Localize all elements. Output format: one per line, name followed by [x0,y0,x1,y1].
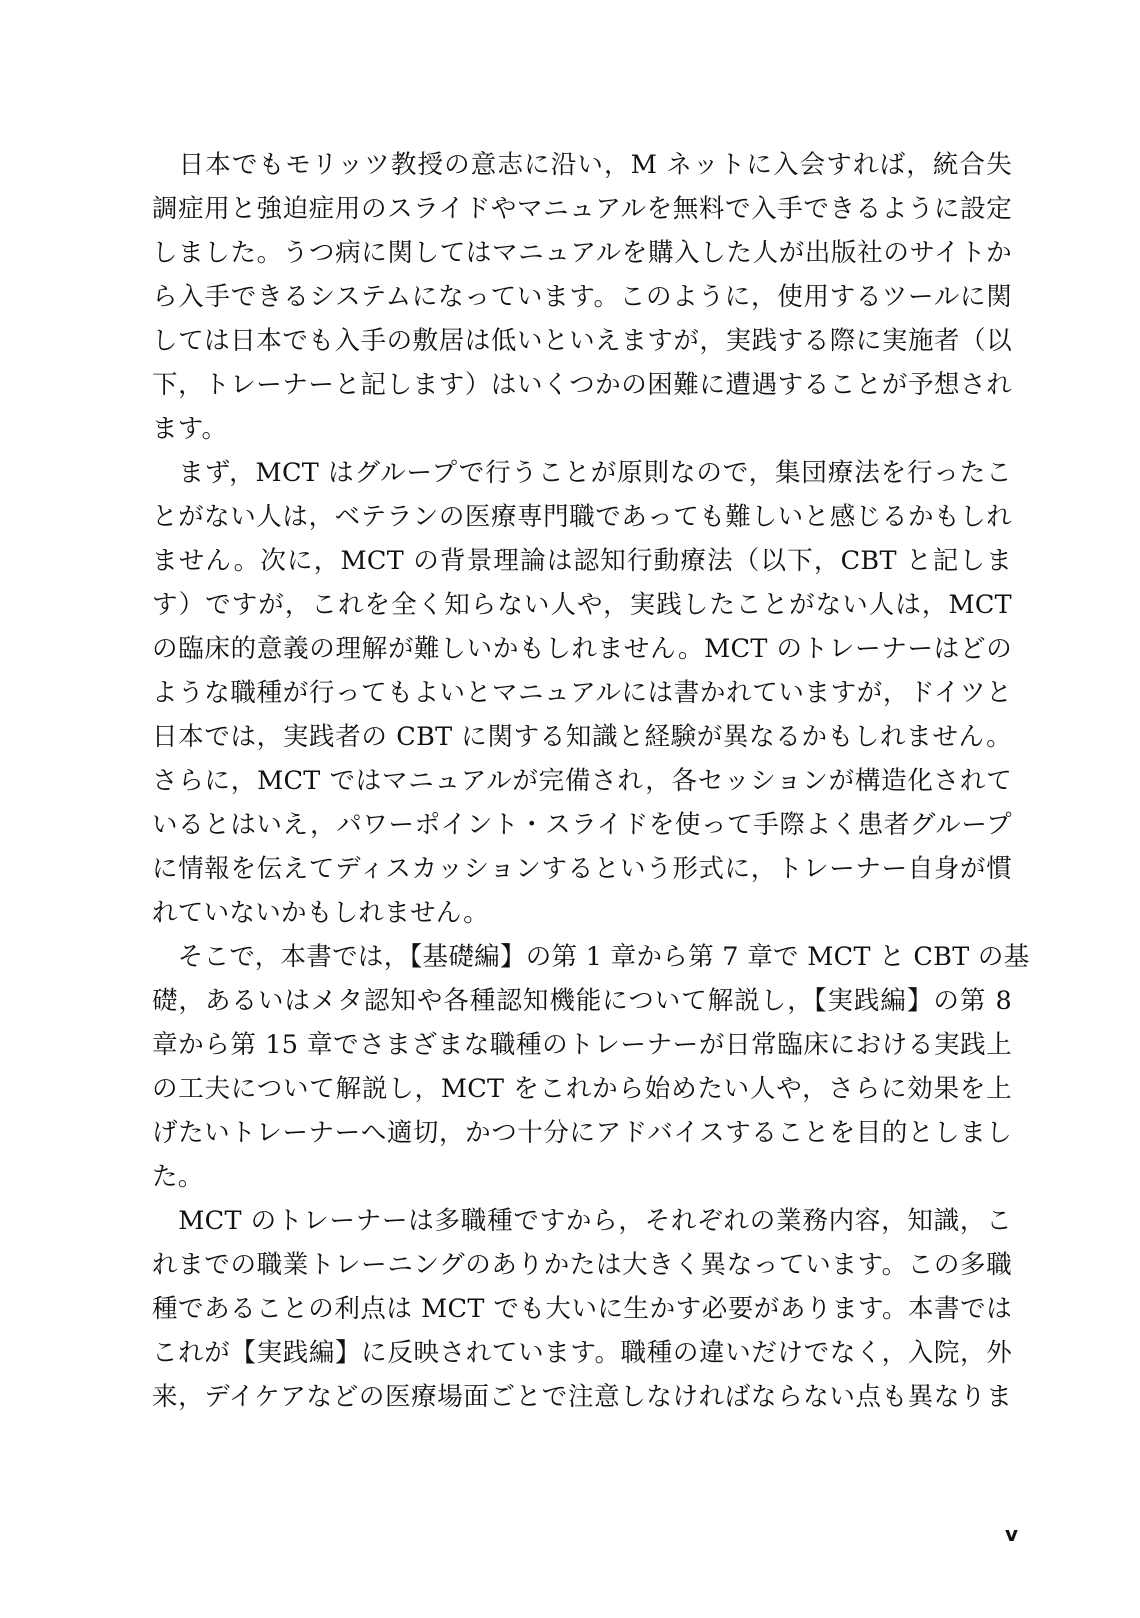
text-line: に情報を伝えてディスカッションするという形式に，トレーナー自身が慣 [152,854,1012,884]
text-line: MCT のトレーナーは多職種ですから，それぞれの業務内容，知識，こ [152,1206,1012,1236]
text-line: れまでの職業トレーニングのありかたは大きく異なっています。この多職 [152,1250,1012,1280]
text-line: ら入手できるシステムになっています。このように，使用するツールに関 [152,282,1012,312]
text-line: の工夫について解説し，MCT をこれから始めたい人や，さらに効果を上 [152,1074,1012,1104]
text-line: 章から第 15 章でさまざまな職種のトレーナーが日常臨床における実践上 [152,1030,1012,1060]
text-line: の臨床的意義の理解が難しいかもしれません。MCT のトレーナーはどの [152,634,1012,664]
text-line: 日本では，実践者の CBT に関する知識と経験が異なるかもしれません。 [152,722,1012,752]
text-line: ません。次に，MCT の背景理論は認知行動療法（以下，CBT と記しま [152,546,1012,576]
text-line: ます。 [152,414,228,444]
text-line: まず，MCT はグループで行うことが原則なので，集団療法を行ったこ [152,458,1012,488]
body-text [152,143,1030,1419]
text-line: ような職種が行ってもよいとマニュアルには書かれていますが，ドイツと [152,678,1012,708]
text-line: しました。うつ病に関してはマニュアルを購入した人が出版社のサイトか [152,238,1012,268]
text-line: げたいトレーナーへ適切，かつ十分にアドバイスすることを目的としまし [152,1118,1012,1148]
text-line: れていないかもしれません。 [152,898,489,928]
text-line: しては日本でも入手の敷居は低いといえますが，実践する際に実施者（以 [152,326,1012,356]
text-line: 下，トレーナーと記します）はいくつかの困難に遭遇することが予想され [152,370,1012,400]
text-line: とがない人は，ベテランの医療専門職であっても難しいと感じるかもしれ [152,502,1012,532]
text-line: さらに，MCT ではマニュアルが完備され，各セッションが構造化されて [152,766,1012,796]
text-line: 調症用と強迫症用のスライドやマニュアルを無料で入手できるように設定 [152,194,1012,224]
text-line: これが【実践編】に反映されています。職種の違いだけでなく，入院，外 [152,1338,1012,1368]
text-line: す）ですが，これを全く知らない人や，実践したことがない人は，MCT [152,590,1012,620]
text-line: いるとはいえ，パワーポイント・スライドを使って手際よく患者グループ [152,810,1012,840]
text-line: 日本でもモリッツ教授の意志に沿い，M ネットに入会すれば，統合失 [152,150,1012,180]
text-line: 礎，あるいはメタ認知や各種認知機能について解説し，【実践編】の第 8 [152,986,1012,1016]
page-number: v [1005,1522,1019,1546]
text-line: 来，デイケアなどの医療場面ごとで注意しなければならない点も異なりま [152,1382,1012,1412]
text-line: 種であることの利点は MCT でも大いに生かす必要があります。本書では [152,1294,1012,1324]
text-line: そこで，本書では，【基礎編】の第 1 章から第 7 章で MCT と CBT の基 [152,942,1030,972]
text-line: た。 [152,1162,204,1192]
